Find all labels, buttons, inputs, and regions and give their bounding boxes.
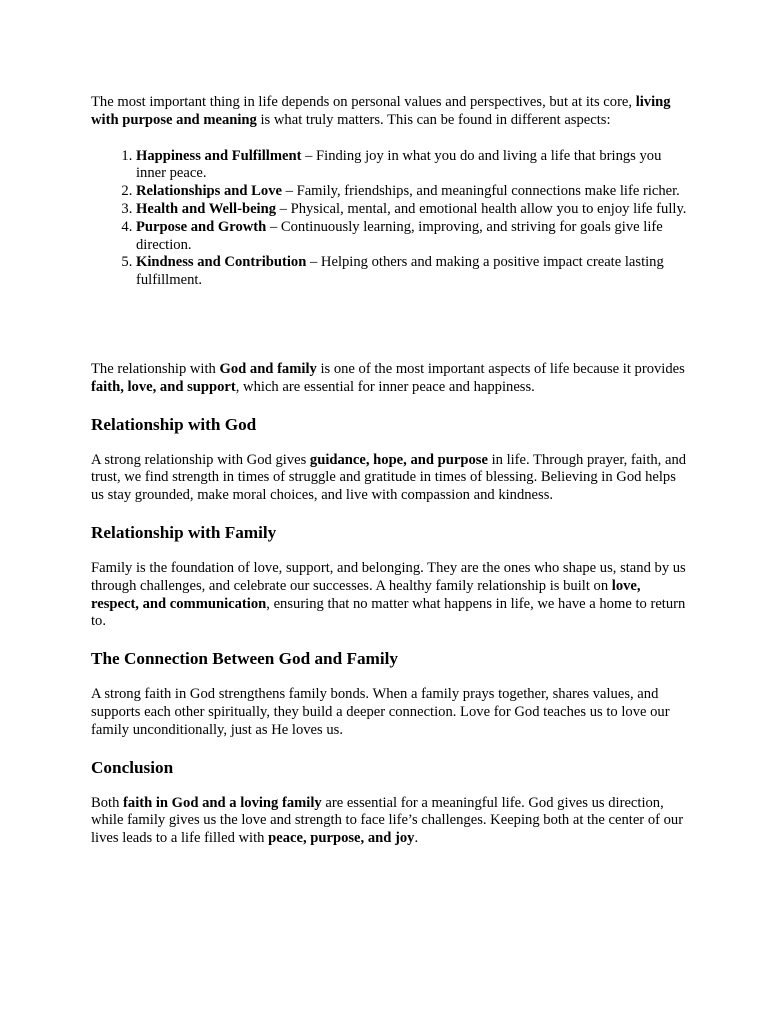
list-item bbox=[136, 183, 691, 201]
aspect-text: – Physical, mental, and emotional health allow you to enjoy life fully. bbox=[276, 200, 687, 217]
aspect-text: – Finding joy in what you do and living a life that brings you inner peace. bbox=[136, 147, 662, 182]
intro-paragraph bbox=[91, 94, 691, 130]
aspect-text: – Helping others and making a positive impact create lasting fulfillment. bbox=[136, 254, 664, 289]
conclusion-text-2: are essential for a meaningful life. God gives us direction, while family gives us the love and strength to face life’s challenges. Keeping both at the center of our lives leads to a life filled with bbox=[91, 794, 684, 847]
aspects-list bbox=[91, 148, 691, 290]
list-item bbox=[136, 254, 691, 290]
heading-connection: The Connection Between God and Family bbox=[91, 649, 398, 669]
relationship-intro-text-2: is one of the most important aspects of life because it provides bbox=[316, 360, 685, 377]
god-bold: guidance, hope, and purpose bbox=[309, 451, 488, 468]
aspect-text: – Continuously learning, improving, and striving for goals give life direction. bbox=[136, 218, 663, 253]
relationship-intro-paragraph bbox=[91, 361, 691, 397]
blank-space bbox=[91, 290, 691, 361]
conclusion-bold-1: faith in God and a loving family bbox=[123, 794, 322, 811]
conclusion-bold-2: peace, purpose, and joy bbox=[268, 830, 415, 847]
god-text-2: in life. Through prayer, faith, and trust, we find strength in times of struggle and gratitude in times of blessing. Believing in God helps us stay grounded, make moral choices, and live with compassion and kindness. bbox=[91, 451, 687, 504]
relationship-intro-bold-1: God and family bbox=[219, 360, 317, 377]
list-item bbox=[136, 148, 691, 184]
aspect-text: – Family, friendships, and meaningful connections make life richer. bbox=[281, 183, 680, 200]
relationship-intro-text-3: , which are essential for inner peace and happiness. bbox=[235, 378, 535, 395]
family-bold: love, respect, and communication bbox=[91, 577, 641, 612]
god-paragraph bbox=[91, 452, 691, 505]
intro-bold: living with purpose and meaning bbox=[91, 94, 671, 128]
family-text-2: , ensuring that no matter what happens in life, we have a home to return to. bbox=[91, 595, 686, 630]
aspect-title: Purpose and Growth bbox=[136, 218, 267, 235]
document-body bbox=[91, 94, 691, 848]
aspect-title: Kindness and Contribution bbox=[136, 254, 307, 271]
list-item bbox=[136, 201, 691, 219]
list-item bbox=[136, 219, 691, 255]
aspect-title: Happiness and Fulfillment bbox=[136, 147, 302, 164]
heading-relationship-with-family: Relationship with Family bbox=[91, 522, 277, 542]
god-text-1: A strong relationship with God gives bbox=[91, 451, 310, 468]
relationship-intro-text-1: The relationship with bbox=[91, 360, 220, 377]
aspect-title: Relationships and Love bbox=[136, 183, 282, 200]
connection-paragraph: A strong faith in God strengthens family bonds. When a family prays together, shares values, and supports each other spiritually, they build a deeper connection. Love for God teaches us to love our family unconditionally, just as He loves us. bbox=[91, 686, 670, 738]
intro-text-2: is what truly matters. This can be found in different aspects: bbox=[256, 111, 611, 128]
family-text-1: Family is the foundation of love, support, and belonging. They are the ones who shape us, stand by us through challenges, and celebrate our successes. A healthy family relationship is built on bbox=[91, 559, 686, 594]
aspect-title: Health and Well-being bbox=[136, 200, 277, 217]
conclusion-text-3: . bbox=[414, 830, 419, 847]
heading-conclusion: Conclusion bbox=[91, 757, 174, 777]
heading-relationship-with-god: Relationship with God bbox=[91, 414, 257, 434]
intro-text-1: The most important thing in life depends on personal values and perspectives, but at its core, bbox=[91, 94, 636, 110]
family-paragraph bbox=[91, 560, 691, 631]
conclusion-text-1: Both bbox=[91, 794, 124, 811]
relationship-intro-bold-2: faith, love, and support bbox=[91, 378, 236, 395]
conclusion-paragraph bbox=[91, 795, 691, 848]
